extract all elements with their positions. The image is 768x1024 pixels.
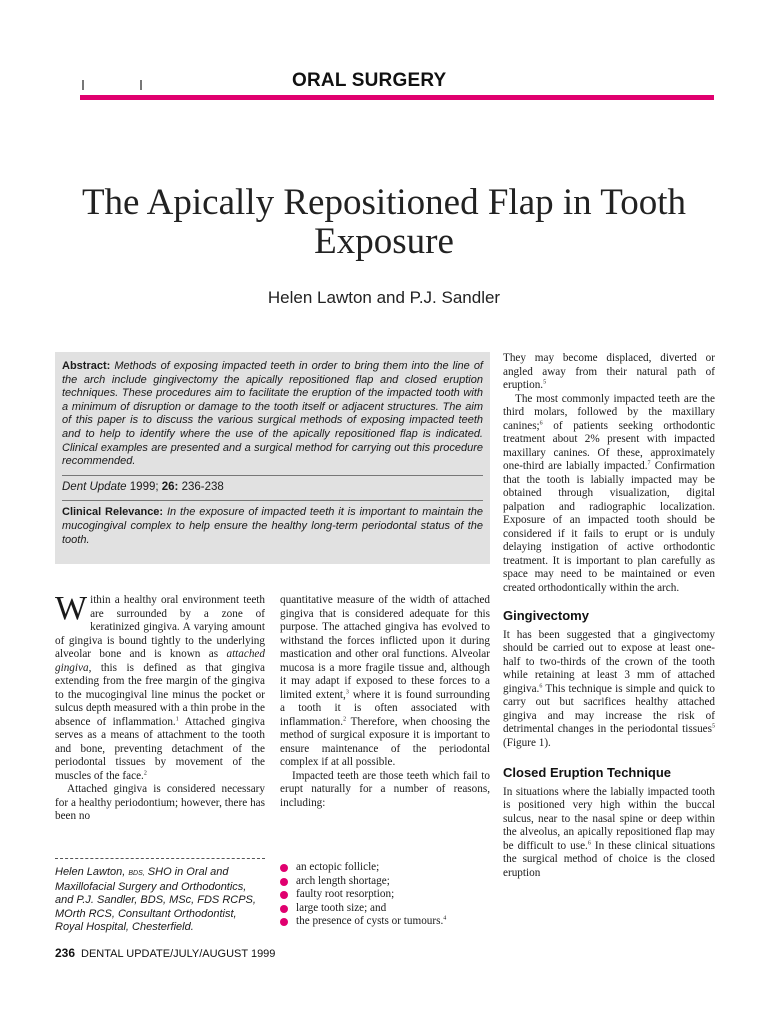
- body-emphasis: attached gingiva: [55, 648, 265, 674]
- body-paragraph: [503, 352, 715, 393]
- reference-mark: 5: [543, 379, 547, 386]
- heading-gingivectomy: Gingivectomy: [503, 608, 589, 623]
- reference-mark: 6: [587, 839, 591, 846]
- author-footnote: [55, 866, 267, 935]
- citation-year: 1999;: [126, 480, 162, 493]
- list-item: arch length shortage;: [280, 875, 490, 889]
- reference-mark: 5: [712, 723, 715, 730]
- body-text: Therefore, when choosing the method of surgical exposure it is important to ensure maintenance of the periodontal complex if at all possible.: [280, 715, 490, 768]
- body-text: Attached gingiva serves as a means of attachment to the tooth and bone, preventing detachment of the periodontal tissues by movement of the muscles of the face.: [55, 715, 265, 782]
- citation: [62, 481, 483, 495]
- body-text: In situations where the labially impacted tooth is positioned very high within the buccal sulcus, near to the nasal spine or deep within the alveolus, an apically repositioned flap may be difficult to use.: [503, 785, 715, 852]
- page-footer: [55, 946, 275, 960]
- citation-pages: 236-238: [178, 480, 224, 493]
- list-item: large tooth size; and: [280, 902, 490, 916]
- body-column-3: [503, 352, 715, 880]
- drop-cap: W: [55, 590, 88, 627]
- body-paragraph: [55, 590, 265, 783]
- reference-mark: 2: [343, 715, 347, 722]
- body-paragraph: [503, 393, 715, 596]
- heading-closed-eruption: Closed Eruption Technique: [503, 765, 672, 780]
- citation-volume: 26:: [161, 480, 179, 493]
- abstract-divider: [62, 475, 483, 476]
- body-text: of patients seeking orthodontic treatment about 2% present with impacted maxillary canines. Of these, approximately one-third are labially impacted.: [503, 419, 715, 472]
- footnote-degree: BDS,: [128, 870, 145, 877]
- list-item: [280, 915, 490, 929]
- relevance-label: Clinical Relevance:: [62, 506, 164, 519]
- clinical-relevance: [62, 506, 483, 547]
- reference-mark: 4: [443, 915, 447, 922]
- body-column-1: [55, 590, 265, 824]
- article-title: The Apically Repositioned Flap in Tooth Exposure: [81, 182, 687, 262]
- list-item-text: the presence of cysts or tumours.: [296, 915, 444, 928]
- abstract-text: Methods of exposing impacted teeth in order to bring them into the line of the arch include gingivectomy the apically repositioned flap and closed eruption techniques. These procedures aim to facilitate the eruption of the impacted tooth with a minimum of disruption or damage to the tooth itself or adjacent structures. The aim of this paper is to discuss the various surgical methods of exposing impacted teeth and to help to identify where the use of the apically repositioned flap is indicated. Clinical examples are presented and a surgical method for carrying out this procedure recommended.: [62, 360, 483, 468]
- body-paragraph: Impacted teeth are those teeth which fail to erupt naturally for a number of reasons, including:: [280, 769, 490, 809]
- body-paragraph: [503, 786, 715, 881]
- body-paragraph: Attached gingiva is considered necessary for a healthy periodontium; however, there has been no: [55, 783, 265, 822]
- body-text: It has been suggested that a gingivectomy should be carried out to expose at least one-half to two-thirds of the crown of the tooth while retaining at least 3 mm of attached gingiva.: [503, 628, 715, 695]
- citation-journal: Dent Update: [62, 480, 127, 493]
- reference-mark: 2: [143, 769, 147, 776]
- reference-mark: 1: [175, 715, 179, 722]
- body-text: This technique is simple and quick to carry out but sacrifices healthy attached gingiva and may increase the risk of detrimental changes in the periodontal tissues: [503, 682, 715, 735]
- abstract-box: [55, 352, 490, 564]
- body-column-2: [280, 594, 490, 810]
- page-number: 236: [55, 946, 76, 960]
- body-text: where it is found surrounding a tooth it is often associated with inflammation.: [280, 688, 490, 728]
- section-label: ORAL SURGERY: [292, 70, 447, 91]
- header-rule: [80, 95, 714, 100]
- list-item: faulty root resorption;: [280, 888, 490, 902]
- body-text: ithin a healthy oral environment teeth are surrounded by a zone of keratinized gingiva. A varying amount of gingiva is bound tightly to the underlying alveolar bone and is known as: [55, 594, 265, 660]
- header-tick-marks: [80, 74, 150, 94]
- list-item: an ectopic follicle;: [280, 861, 490, 875]
- body-text: quantitative measure of the width of attached gingiva that is considered adequate for this purpose. The attached gingiva has evolved to withstand the forces inflicted upon it during mastication and other oral functions. Alveolar mucosa is a more fragile tissue and, although it may adapt if exposed to these forces to a limited extent,: [280, 594, 490, 701]
- body-text: , this is defined as that gingiva extending from the free margin of the gingiva to the mucogingival line minus the pocket or sulcus depth measured with a thin probe in the absence of inflammation.: [55, 661, 265, 728]
- footnote-rule: [55, 858, 265, 859]
- footnote-name: Helen Lawton,: [55, 866, 129, 878]
- article-authors: Helen Lawton and P.J. Sandler: [267, 288, 501, 307]
- abstract-label: Abstract:: [62, 360, 111, 372]
- body-paragraph: [503, 629, 715, 751]
- abstract-divider-2: [62, 500, 483, 501]
- body-text: Confirmation that the tooth is labially impacted may be obtained through visualization, digital palpation and radiographic localization. Exposure of an impacted tooth should be considered if it fails to erupt or is unduly delaying instigation of active orthodontic treatment. It is important to plan carefully as space may need to be maintained or even created orthodontically within the arch.: [503, 460, 715, 594]
- reference-mark: 6: [539, 419, 543, 426]
- body-paragraph: [280, 594, 490, 770]
- abstract-paragraph: [62, 360, 483, 469]
- reasons-list: [280, 861, 490, 929]
- reference-mark: 6: [539, 682, 543, 689]
- footnote-text: SHO in Oral and Maxillofacial Surgery and Orthodontics, and P.J. Sandler, BDS, MSc, FDS RCPS, MOrth RCS, Consultant Orthodontist, Royal Hospital, Chesterfield.: [55, 866, 256, 934]
- relevance-text: In the exposure of impacted teeth it is important to maintain the mucogingival complex to help ensure the healthy long-term periodontal status of the tooth.: [62, 506, 483, 546]
- body-text: They may become displaced, diverted or angled away from their natural path of eruption.: [503, 352, 715, 391]
- journal-issue: DENTAL UPDATE/JULY/AUGUST 1999: [81, 948, 276, 960]
- body-text: In these clinical situations the surgical method of choice is the closed eruption: [503, 839, 715, 879]
- reference-mark: 7: [647, 460, 651, 467]
- reference-mark: 3: [345, 688, 349, 695]
- body-text: (Figure 1).: [503, 736, 551, 749]
- body-text: The most commonly impacted teeth are the third molars, followed by the maxillary canines;: [503, 392, 715, 432]
